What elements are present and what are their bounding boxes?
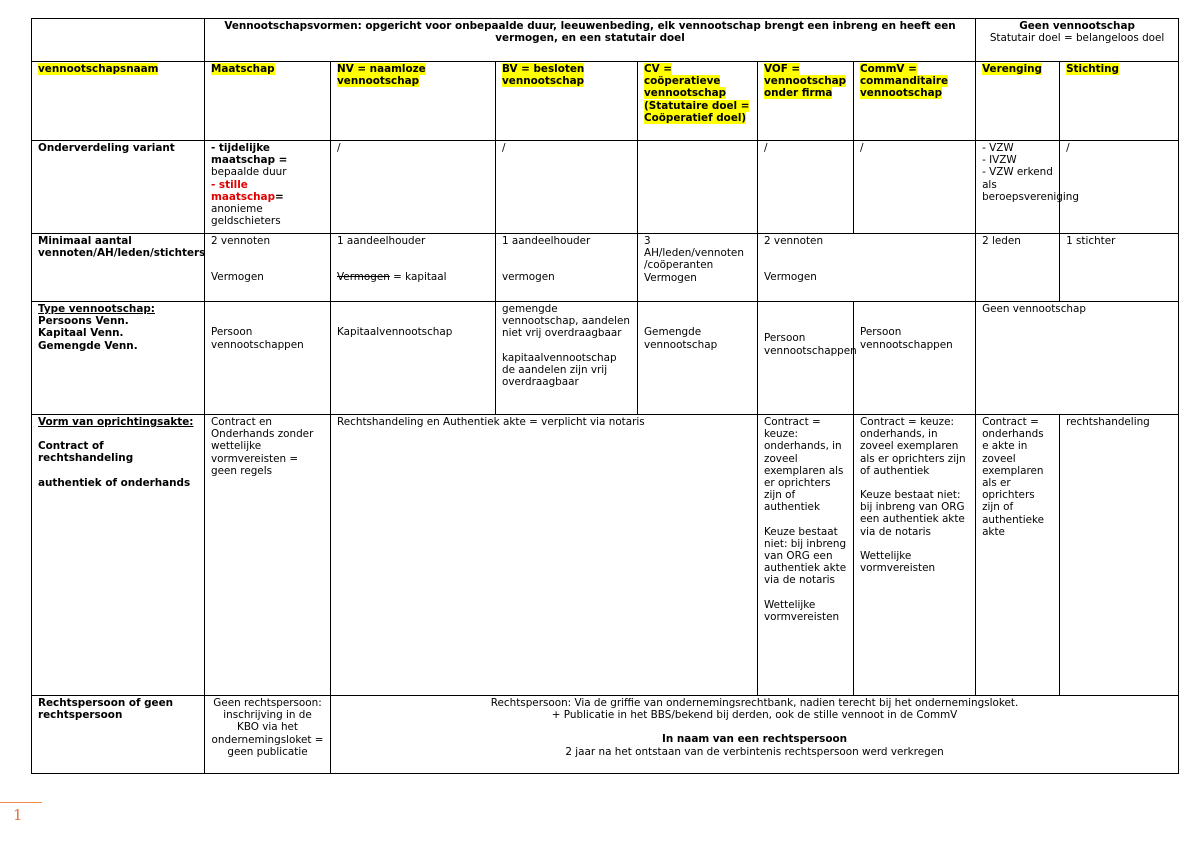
vorm-label-1: Vorm van oprichtingsakte: bbox=[38, 416, 194, 428]
minimaal-cv-2: Vermogen bbox=[644, 271, 697, 284]
vorm-vof-1: Contract = keuze: onderhands, in zoveel exemplaren als er oprichters zijn of authentiek bbox=[764, 416, 844, 514]
variant-maatschap-2: bepaalde duur bbox=[211, 166, 287, 179]
header-row bbox=[32, 19, 1179, 62]
vorm-commv bbox=[854, 415, 976, 696]
row-rechtspersoon bbox=[32, 696, 1179, 774]
type-label-2: Persoons Venn. bbox=[38, 315, 129, 328]
variant-vereniging-2: - IVZW bbox=[982, 154, 1017, 167]
vorm-commv-1: Contract = keuze: onderhands, in zoveel exemplaren als er oprichters zijn of authentiek bbox=[860, 416, 966, 477]
col-cv-text: CV = coöperatieve vennootschap (Statutaire doel = Coöperatief doel) bbox=[644, 63, 750, 124]
col-vof-text: VOF = vennootschap onder firma bbox=[764, 63, 847, 100]
minimaal-vof-2: Vermogen bbox=[764, 271, 817, 284]
minimaal-nv-strike: Vermogen bbox=[337, 271, 390, 284]
variant-vereniging-1: - VZW bbox=[982, 142, 1014, 154]
type-bv-1: gemengde vennootschap, aandelen niet vrij overdraagbaar bbox=[502, 303, 630, 340]
vorm-stichting: rechtshandeling bbox=[1060, 415, 1179, 696]
vorm-label-3: authentiek of onderhands bbox=[38, 476, 191, 489]
row-type bbox=[32, 302, 1179, 415]
variant-vof: / bbox=[758, 141, 854, 234]
row-minimaal-label: Minimaal aantal vennoten/AH/leden/stichters bbox=[32, 234, 205, 302]
type-vof: Persoon vennootschappen bbox=[758, 302, 854, 415]
minimaal-nv-2: = kapitaal bbox=[389, 271, 447, 284]
type-label-1: Type vennootschap: bbox=[38, 303, 155, 315]
minimaal-vof-1: 2 vennoten bbox=[764, 235, 824, 247]
col-cv bbox=[638, 62, 758, 141]
type-commv: Persoon vennootschappen bbox=[854, 302, 976, 415]
overview-title: Vennootschapsvormen: opgericht voor onbepaalde duur, leeuwenbeding, elk vennootschap brengt een inbreng en heeft een vermogen, en een statutair doel bbox=[205, 19, 976, 62]
variant-maatschap-1: - tijdelijke maatschap = bbox=[211, 142, 288, 167]
col-nv bbox=[331, 62, 496, 141]
type-maatschap: Persoon vennootschappen bbox=[205, 302, 331, 415]
col-label bbox=[32, 62, 205, 141]
variant-maatschap bbox=[205, 141, 331, 234]
geen-title: Geen vennootschap bbox=[1019, 20, 1135, 32]
vorm-nv-bv-cv: Rechtshandeling en Authentiek akte = verplicht via notaris bbox=[331, 415, 758, 696]
page-number: 1 bbox=[13, 806, 23, 824]
type-nv: Kapitaalvennootschap bbox=[331, 302, 496, 415]
vorm-vof bbox=[758, 415, 854, 696]
variant-maatschap-4: = bbox=[275, 190, 284, 203]
minimaal-bv bbox=[496, 234, 638, 302]
col-commv bbox=[854, 62, 976, 141]
row-variant bbox=[32, 141, 1179, 234]
rechtspersoon-line-3: In naam van een rechtspersoon bbox=[662, 733, 848, 746]
type-bv bbox=[496, 302, 638, 415]
minimaal-cv bbox=[638, 234, 758, 302]
type-label-3: Kapitaal Venn. bbox=[38, 327, 124, 340]
minimaal-nv bbox=[331, 234, 496, 302]
type-geen: Geen vennootschap bbox=[976, 302, 1179, 415]
row-minimaal bbox=[32, 234, 1179, 302]
minimaal-maatschap bbox=[205, 234, 331, 302]
vorm-maatschap: Contract en Onderhands zonder wettelijke vormvereisten = geen regels bbox=[205, 415, 331, 696]
variant-vereniging bbox=[976, 141, 1079, 234]
col-vereniging-text: Verenging bbox=[982, 63, 1042, 75]
col-maatschap bbox=[205, 62, 331, 141]
minimaal-vereniging: 2 leden bbox=[976, 234, 1060, 302]
minimaal-bv-1: 1 aandeelhouder bbox=[502, 235, 591, 247]
rechtspersoon-line-4: 2 jaar na het ontstaan van de verbintenis rechtspersoon werd verkregen bbox=[565, 745, 944, 758]
rechtspersoon-line-2: + Publicatie in het BBS/bekend bij derden, ook de stille vennoot in de CommV bbox=[551, 709, 958, 722]
col-stichting-text: Stichting bbox=[1066, 63, 1119, 75]
vorm-vof-3: Wettelijke vormvereisten bbox=[764, 598, 840, 623]
variant-maatschap-3: - stille maatschap bbox=[211, 178, 276, 203]
col-stichting bbox=[1060, 62, 1179, 141]
col-vof bbox=[758, 62, 854, 141]
rechtspersoon-overig bbox=[331, 696, 1179, 774]
rechtspersoon-maatschap: Geen rechtspersoon: inschrijving in de KBO via het ondernemingsloket = geen publicatie bbox=[205, 696, 331, 774]
minimaal-nv-1: 1 aandeelhouder bbox=[337, 235, 426, 247]
col-bv-text: BV = besloten vennootschap bbox=[502, 63, 585, 88]
vorm-vereniging: Contract = onderhands e akte in zoveel exemplaren als er oprichters zijn of authentieke akte bbox=[976, 415, 1060, 696]
row-variant-label: Onderverdeling variant bbox=[32, 141, 205, 234]
vorm-commv-3: Wettelijke vormvereisten bbox=[860, 549, 936, 575]
col-maatschap-text: Maatschap bbox=[211, 63, 275, 75]
col-vereniging bbox=[976, 62, 1060, 141]
variant-vereniging-3: - VZW erkend als beroepsvereniging bbox=[982, 166, 1079, 203]
variant-nv: / bbox=[331, 141, 496, 234]
col-label-text: vennootschapsnaam bbox=[38, 63, 159, 75]
col-commv-text: CommV = commanditaire vennootschap bbox=[860, 63, 949, 100]
variant-bv: / bbox=[496, 141, 638, 234]
type-cv: Gemengde vennootschap bbox=[638, 302, 758, 415]
minimaal-stichting: 1 stichter bbox=[1060, 234, 1179, 302]
vorm-commv-2: Keuze bestaat niet: bij inbreng van ORG een authentiek akte via de notaris bbox=[860, 489, 965, 538]
variant-stichting: / bbox=[1060, 141, 1179, 234]
geen-vennootschap-header bbox=[976, 19, 1179, 62]
comparison-table bbox=[31, 18, 1179, 774]
minimaal-bv-2: vermogen bbox=[502, 271, 555, 284]
minimaal-maatschap-2: Vermogen bbox=[211, 271, 264, 284]
type-label-4: Gemengde Venn. bbox=[38, 339, 138, 352]
col-nv-text: NV = naamloze vennootschap bbox=[337, 63, 426, 88]
rechtspersoon-line-1: Rechtspersoon: Via de griffie van ondernemingsrechtbank, nadien terecht bij het ondernemingsloket. bbox=[490, 697, 1019, 709]
type-bv-2: kapitaalvennootschap de aandelen zijn vrij overdraagbaar bbox=[502, 351, 617, 389]
variant-cv bbox=[638, 141, 758, 234]
page-number-rule bbox=[0, 802, 42, 803]
row-vorm bbox=[32, 415, 1179, 696]
variant-commv: / bbox=[854, 141, 976, 234]
row-vorm-label bbox=[32, 415, 205, 696]
vorm-label-2: Contract of rechtshandeling bbox=[38, 440, 134, 465]
row-type-label bbox=[32, 302, 205, 415]
minimaal-cv-1: 3 AH/leden/vennoten /coöperanten bbox=[644, 235, 744, 272]
col-bv bbox=[496, 62, 638, 141]
minimaal-maatschap-1: 2 vennoten bbox=[211, 235, 271, 247]
vorm-vof-2: Keuze bestaat niet: bij inbreng van ORG een authentiek akte via de notaris bbox=[764, 525, 847, 587]
minimaal-vof-commv bbox=[758, 234, 976, 302]
header-empty-cell bbox=[32, 19, 205, 62]
variant-maatschap-5: anonieme geldschieters bbox=[211, 203, 281, 228]
column-names-row bbox=[32, 62, 1179, 141]
row-rechtspersoon-label: Rechtspersoon of geen rechtspersoon bbox=[32, 696, 205, 774]
geen-subtitle: Statutair doel = belangeloos doel bbox=[989, 32, 1165, 45]
